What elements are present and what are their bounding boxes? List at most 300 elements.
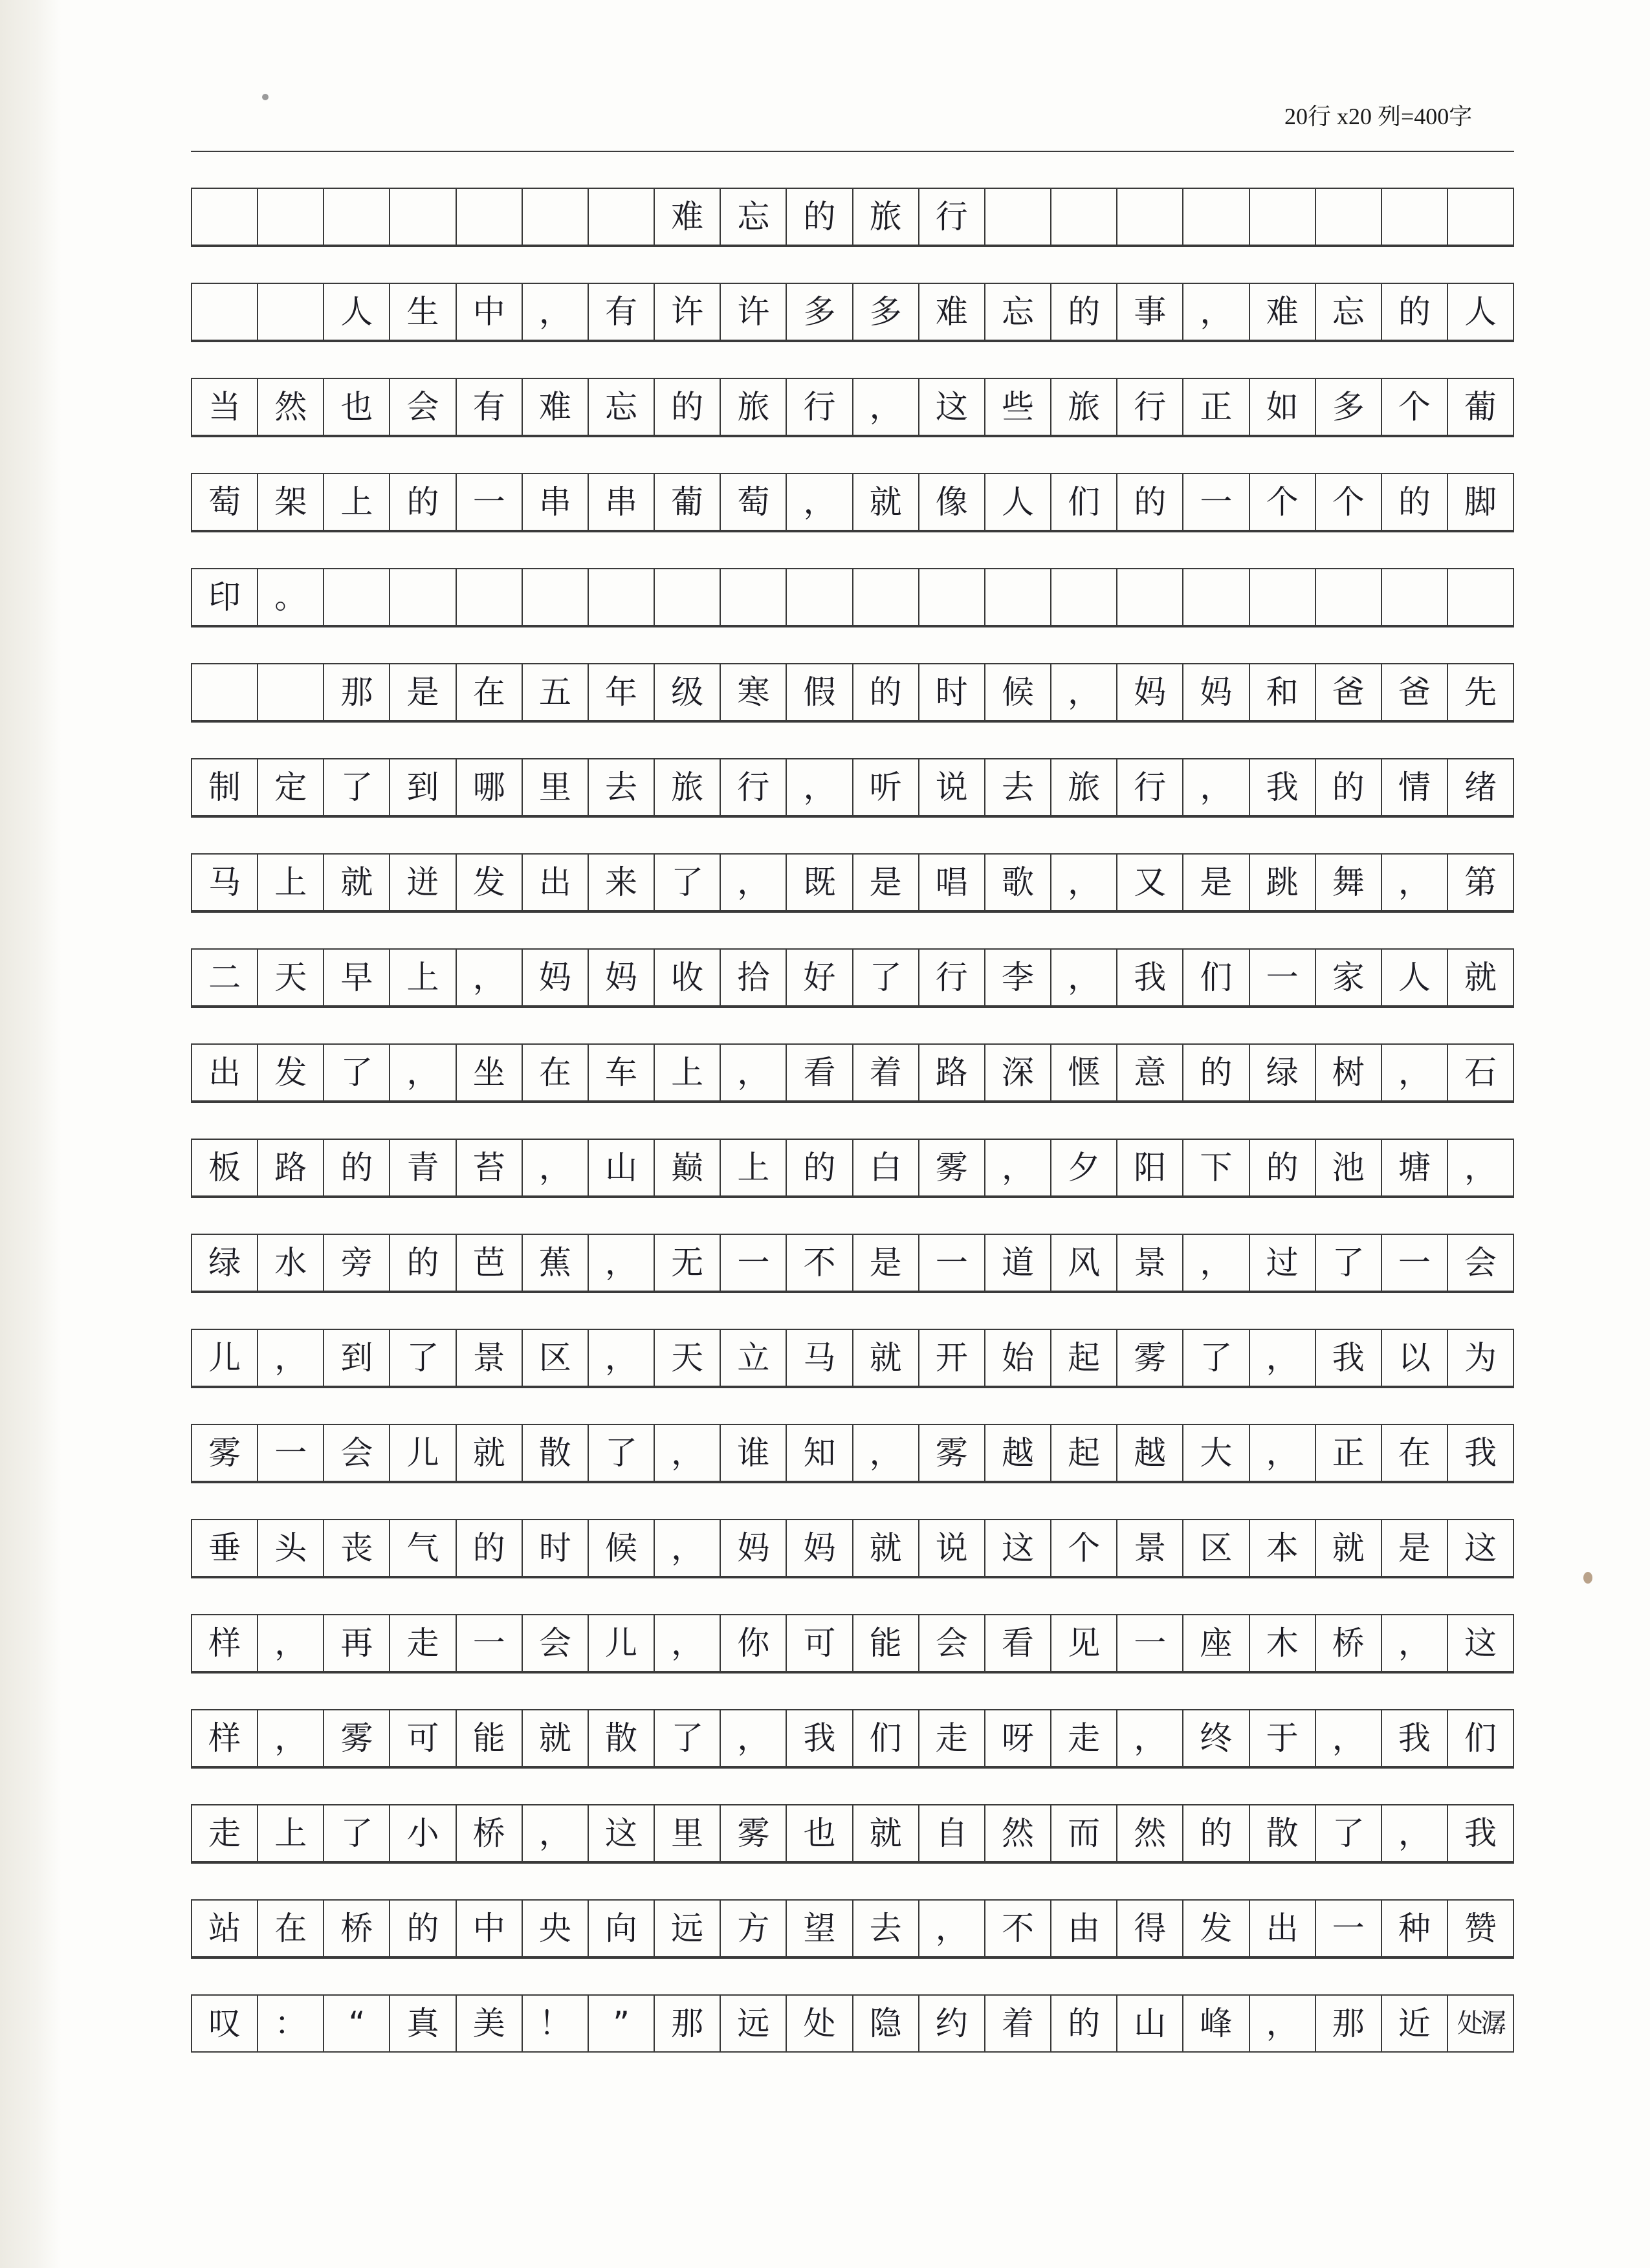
grid-cell [1315, 569, 1381, 625]
grid-cell: 雾 [323, 1710, 389, 1766]
row-spacer [191, 151, 1514, 189]
scanner-edge-shadow [0, 0, 61, 2268]
grid-cell: ， [654, 1615, 720, 1671]
grid-cell: 这 [984, 1520, 1050, 1576]
grid-cell: 石 [1447, 1045, 1514, 1100]
grid-cell: 串 [522, 474, 588, 530]
row-spacer [191, 341, 1514, 379]
grid-cell [1447, 1996, 1514, 2051]
grid-cell: 发 [257, 1045, 323, 1100]
grid-cell: 过 [1249, 1235, 1315, 1291]
grid-cell: 歌 [984, 855, 1050, 910]
grid-cell [984, 189, 1050, 245]
grid-cell [522, 189, 588, 245]
grid-cell: 芭 [456, 1235, 522, 1291]
grid-cell: 丧 [323, 1520, 389, 1576]
grid-cell: 听 [852, 759, 918, 815]
grid-cell: 就 [323, 855, 389, 910]
grid-cell: 跳 [1249, 855, 1315, 910]
grid-cell: ， [1182, 759, 1248, 815]
grid-cell: 行 [1116, 379, 1182, 435]
row-spacer [191, 721, 1514, 759]
grid-cell: 远 [654, 1901, 720, 1956]
grid-cell: 个 [1381, 379, 1447, 435]
row-cells [191, 758, 1514, 816]
grid-cell: 那 [1315, 1996, 1381, 2051]
grid-cell: ， [1182, 1235, 1248, 1291]
grid-cell [191, 189, 257, 245]
grid-cell: 一 [456, 474, 522, 530]
scan-speck [262, 94, 269, 100]
grid-cell: 忘 [720, 189, 786, 245]
grid-cell: 阳 [1116, 1140, 1182, 1195]
grid-cell: 忘 [588, 379, 654, 435]
grid-cell: 白 [852, 1140, 918, 1195]
grid-cell: 候 [984, 664, 1050, 720]
grid-cell: 走 [918, 1710, 984, 1766]
grid-cell: “ [323, 1996, 389, 2051]
grid-cell: 难 [522, 379, 588, 435]
grid-cell: 就 [852, 1520, 918, 1576]
grid-cell [1447, 569, 1514, 625]
grid-cell: 上 [720, 1140, 786, 1195]
grid-cell: ， [786, 759, 852, 815]
grid-cell [588, 569, 654, 625]
grid-cell: 五 [522, 664, 588, 720]
grid-cell: 座 [1182, 1615, 1248, 1671]
grid-cell [522, 569, 588, 625]
grid-cell-overflow-char: 潺 [1480, 2009, 1504, 2038]
grid-cell: 妈 [1182, 664, 1248, 720]
grid-cell: 在 [257, 1901, 323, 1956]
grid-cell: 情 [1381, 759, 1447, 815]
grid-cell: 们 [1447, 1710, 1514, 1766]
grid-cell: 散 [522, 1425, 588, 1481]
row-cells [191, 1329, 1514, 1387]
grid-cell: 走 [1050, 1710, 1116, 1766]
grid-cell: 发 [456, 855, 522, 910]
grid-cell: 难 [654, 189, 720, 245]
grid-cell: 多 [1315, 379, 1381, 435]
row-cells [191, 1139, 1514, 1197]
grid-cell: 到 [389, 759, 455, 815]
grid-cell: 我 [786, 1710, 852, 1766]
grid-cell: 风 [1050, 1235, 1116, 1291]
grid-cell: ， [389, 1045, 455, 1100]
grid-cell: 了 [852, 950, 918, 1005]
grid-cell: 雾 [720, 1805, 786, 1861]
grid-cell: 的 [1050, 284, 1116, 340]
grid-row [191, 1197, 1514, 1292]
grid-cell: 们 [1182, 950, 1248, 1005]
grid-cell [1182, 189, 1248, 245]
grid-cell [1182, 569, 1248, 625]
grid-cell: 正 [1315, 1425, 1381, 1481]
grid-cell: 了 [1182, 1330, 1248, 1386]
grid-cell: 山 [588, 1140, 654, 1195]
grid-cell: 然 [257, 379, 323, 435]
grid-cell: 就 [1447, 950, 1514, 1005]
grid-cell: 惬 [1050, 1045, 1116, 1100]
row-cells [191, 663, 1514, 721]
grid-cell: 寒 [720, 664, 786, 720]
composition-grid [191, 151, 1514, 2108]
grid-cell: 越 [984, 1425, 1050, 1481]
grid-cell: 有 [456, 379, 522, 435]
grid-cell: 树 [1315, 1045, 1381, 1100]
row-cells [191, 378, 1514, 436]
grid-cell: 时 [918, 664, 984, 720]
grid-cell: 了 [588, 1425, 654, 1481]
grid-cell: ， [720, 1710, 786, 1766]
grid-cell: ， [1182, 284, 1248, 340]
grid-cell: ， [1249, 1330, 1315, 1386]
grid-cell: 我 [1249, 759, 1315, 815]
grid-cell: 人 [984, 474, 1050, 530]
grid-cell [1447, 189, 1514, 245]
grid-cell: 妈 [1116, 664, 1182, 720]
grid-cell: 的 [389, 1901, 455, 1956]
row-spacer [191, 1862, 1514, 1901]
grid-cell: 区 [522, 1330, 588, 1386]
grid-cell: 于 [1249, 1710, 1315, 1766]
grid-cell: 见 [1050, 1615, 1116, 1671]
grid-cell [1116, 569, 1182, 625]
grid-cell: 忘 [1315, 284, 1381, 340]
grid-cell: 一 [257, 1425, 323, 1481]
row-spacer [191, 1292, 1514, 1330]
grid-cell: ， [1249, 1996, 1315, 2051]
grid-cell: 级 [654, 664, 720, 720]
grid-cell: 雾 [918, 1425, 984, 1481]
grid-cell: 是 [1381, 1520, 1447, 1576]
grid-cell: 走 [191, 1805, 257, 1861]
grid-cell: 雾 [918, 1140, 984, 1195]
grid-cell [984, 569, 1050, 625]
grid-cell: 去 [852, 1901, 918, 1956]
grid-cell: 也 [323, 379, 389, 435]
grid-cell: 这 [1447, 1520, 1514, 1576]
grid-cell: ， [654, 1425, 720, 1481]
grid-cell: 青 [389, 1140, 455, 1195]
grid-cell: 这 [1447, 1615, 1514, 1671]
row-cells [191, 568, 1514, 626]
grid-cell: 收 [654, 950, 720, 1005]
grid-cell: 能 [456, 1710, 522, 1766]
grid-cell: 桥 [1315, 1615, 1381, 1671]
grid-row [191, 721, 1514, 816]
grid-cell: 坐 [456, 1045, 522, 1100]
grid-cell [1249, 189, 1315, 245]
grid-cell: 会 [1447, 1235, 1514, 1291]
grid-cell: 样 [191, 1615, 257, 1671]
grid-cell: 第 [1447, 855, 1514, 910]
grid-row [191, 626, 1514, 721]
grid-cell: 由 [1050, 1901, 1116, 1956]
grid-cell [323, 189, 389, 245]
grid-cell: 行 [786, 379, 852, 435]
grid-cell: 年 [588, 664, 654, 720]
row-cells [191, 1804, 1514, 1862]
grid-cell: ， [918, 1901, 984, 1956]
grid-cell [389, 189, 455, 245]
grid-cell: 忘 [984, 284, 1050, 340]
grid-cell: 会 [918, 1615, 984, 1671]
grid-cell: ， [1050, 855, 1116, 910]
grid-cell: 了 [654, 1710, 720, 1766]
row-cells [191, 1519, 1514, 1577]
grid-cell: 了 [323, 759, 389, 815]
grid-cell: 时 [522, 1520, 588, 1576]
grid-cell: 是 [852, 1235, 918, 1291]
grid-cell: 如 [1249, 379, 1315, 435]
grid-cell: 萄 [191, 474, 257, 530]
grid-cell: 中 [456, 1901, 522, 1956]
grid-cell: 散 [588, 1710, 654, 1766]
grid-cell: 定 [257, 759, 323, 815]
grid-cell: ， [1050, 664, 1116, 720]
grid-row [191, 1672, 1514, 1767]
grid-cell: 站 [191, 1901, 257, 1956]
grid-cell: ， [1249, 1425, 1315, 1481]
grid-cell [588, 189, 654, 245]
grid-cell: ， [522, 284, 588, 340]
grid-cell: 着 [984, 1996, 1050, 2051]
grid-cell: 的 [389, 474, 455, 530]
grid-cell: 爸 [1315, 664, 1381, 720]
grid-cell: 马 [786, 1330, 852, 1386]
grid-cell: 着 [852, 1045, 918, 1100]
grid-cell: 赞 [1447, 1901, 1514, 1956]
grid-cell: 雾 [191, 1425, 257, 1481]
grid-cell: 可 [786, 1615, 852, 1671]
grid-cell: 深 [984, 1045, 1050, 1100]
grid-cell: 去 [588, 759, 654, 815]
grid-cell: 我 [1381, 1710, 1447, 1766]
row-spacer [191, 436, 1514, 474]
grid-cell: 妈 [720, 1520, 786, 1576]
grid-cell: 巅 [654, 1140, 720, 1195]
grid-cell: 的 [786, 1140, 852, 1195]
grid-cell: 多 [852, 284, 918, 340]
grid-cell: 方 [720, 1901, 786, 1956]
grid-cell [1381, 569, 1447, 625]
grid-cell [191, 284, 257, 340]
grid-cell: 景 [456, 1330, 522, 1386]
grid-cell: 拾 [720, 950, 786, 1005]
row-spacer [191, 911, 1514, 950]
grid-cell: 假 [786, 664, 852, 720]
grid-cell: 绿 [1249, 1045, 1315, 1100]
grid-cell: 会 [389, 379, 455, 435]
grid-cell: 走 [389, 1615, 455, 1671]
grid-cell [1116, 189, 1182, 245]
grid-cell: 和 [1249, 664, 1315, 720]
grid-cell: 行 [918, 950, 984, 1005]
grid-cell [257, 189, 323, 245]
grid-cell [323, 569, 389, 625]
grid-cell: ， [786, 474, 852, 530]
grid-cell [191, 664, 257, 720]
grid-cell: 始 [984, 1330, 1050, 1386]
grid-cell: 桥 [323, 1901, 389, 1956]
grid-cell: 板 [191, 1140, 257, 1195]
row-spacer [191, 1387, 1514, 1425]
grid-cell: 这 [588, 1805, 654, 1861]
grid-cell: 候 [588, 1520, 654, 1576]
grid-cell: 再 [323, 1615, 389, 1671]
row-spacer [191, 1102, 1514, 1140]
grid-row [191, 1862, 1514, 1957]
grid-cell [456, 189, 522, 245]
grid-cell: ， [588, 1330, 654, 1386]
grid-cell: 上 [654, 1045, 720, 1100]
grid-row [191, 246, 1514, 341]
grid-cell: ， [852, 379, 918, 435]
grid-cell: 的 [1182, 1045, 1248, 1100]
grid-cell: ， [720, 855, 786, 910]
grid-cell: 一 [918, 1235, 984, 1291]
grid-cell: 苔 [456, 1140, 522, 1195]
grid-cell-char: 处 [1457, 2009, 1481, 2038]
grid-cell: 妈 [522, 950, 588, 1005]
grid-cell [389, 569, 455, 625]
grid-cell: 上 [389, 950, 455, 1005]
grid-cell: 来 [588, 855, 654, 910]
grid-cell: ， [720, 1045, 786, 1100]
grid-cell: 里 [654, 1805, 720, 1861]
grid-cell: 儿 [191, 1330, 257, 1386]
grid-cell: ， [984, 1140, 1050, 1195]
grid-cell: 哪 [456, 759, 522, 815]
grid-cell: 真 [389, 1996, 455, 2051]
grid-cell: 像 [918, 474, 984, 530]
grid-row [191, 1102, 1514, 1197]
grid-cell: 远 [720, 1996, 786, 2051]
grid-cell: 大 [1182, 1425, 1248, 1481]
grid-cell: 就 [852, 1330, 918, 1386]
grid-cell: 雾 [1116, 1330, 1182, 1386]
grid-row [191, 911, 1514, 1007]
grid-cell: 道 [984, 1235, 1050, 1291]
grid-cell: 生 [389, 284, 455, 340]
grid-cell: 为 [1447, 1330, 1514, 1386]
grid-cell: 是 [852, 855, 918, 910]
row-cells [191, 1899, 1514, 1957]
grid-cell: 意 [1116, 1045, 1182, 1100]
row-spacer [191, 531, 1514, 569]
grid-cell: 脚 [1447, 474, 1514, 530]
grid-cell: 一 [1249, 950, 1315, 1005]
grid-cell: 儿 [389, 1425, 455, 1481]
row-cells [191, 1994, 1514, 2053]
grid-cell: 唱 [918, 855, 984, 910]
grid-cell: 中 [456, 284, 522, 340]
grid-cell: 架 [257, 474, 323, 530]
grid-cell: 得 [1116, 1901, 1182, 1956]
grid-cell: 我 [1315, 1330, 1381, 1386]
grid-cell: 们 [852, 1710, 918, 1766]
grid-cell: ， [1315, 1710, 1381, 1766]
grid-cell: ！ [522, 1996, 588, 2051]
grid-cell: 约 [918, 1996, 984, 2051]
grid-cell: 然 [1116, 1805, 1182, 1861]
grid-cell: 无 [654, 1235, 720, 1291]
grid-cell: ， [588, 1235, 654, 1291]
grid-cell: 了 [323, 1805, 389, 1861]
grid-cell: 个 [1249, 474, 1315, 530]
grid-row [191, 1577, 1514, 1672]
grid-cell: 旅 [852, 189, 918, 245]
grid-cell: 先 [1447, 664, 1514, 720]
grid-cell: 迸 [389, 855, 455, 910]
grid-cell: ， [1050, 950, 1116, 1005]
grid-cell: 旅 [1050, 379, 1116, 435]
grid-cell: 萄 [720, 474, 786, 530]
row-spacer [191, 1957, 1514, 1996]
row-cells [191, 1709, 1514, 1767]
grid-cell: 个 [1050, 1520, 1116, 1576]
grid-cell: 样 [191, 1710, 257, 1766]
grid-cell: 那 [323, 664, 389, 720]
grid-cell: 在 [1381, 1425, 1447, 1481]
grid-cell: ， [1381, 855, 1447, 910]
grid-cell: 旁 [323, 1235, 389, 1291]
grid-cell: ， [257, 1615, 323, 1671]
grid-row [191, 151, 1514, 246]
grid-cell: ， [654, 1520, 720, 1576]
grid-cell: 许 [654, 284, 720, 340]
grid-cell: 桥 [456, 1805, 522, 1861]
grid-cell: 儿 [588, 1615, 654, 1671]
grid-cell: 了 [1315, 1805, 1381, 1861]
grid-cell: ， [257, 1710, 323, 1766]
grid-cell: 路 [918, 1045, 984, 1100]
grid-cell: 绿 [191, 1235, 257, 1291]
grid-cell: 马 [191, 855, 257, 910]
grid-cell: 当 [191, 379, 257, 435]
grid-cell: 处 [786, 1996, 852, 2051]
grid-cell: 既 [786, 855, 852, 910]
grid-cell: 的 [852, 664, 918, 720]
grid-cell: 到 [323, 1330, 389, 1386]
grid-cell: 景 [1116, 1235, 1182, 1291]
grid-cell: 是 [389, 664, 455, 720]
grid-cell: 上 [257, 855, 323, 910]
grid-cell: 事 [1116, 284, 1182, 340]
grid-cell: 起 [1050, 1425, 1116, 1481]
grid-cell: 李 [984, 950, 1050, 1005]
grid-cell: 的 [456, 1520, 522, 1576]
grid-cell: 你 [720, 1615, 786, 1671]
grid-cell: 塘 [1381, 1140, 1447, 1195]
grid-cell: 的 [1182, 1805, 1248, 1861]
grid-cell: ， [456, 950, 522, 1005]
grid-cell: 难 [918, 284, 984, 340]
row-spacer [191, 246, 1514, 284]
grid-cell: 早 [323, 950, 389, 1005]
grid-cell: 的 [323, 1140, 389, 1195]
grid-cell: 行 [918, 189, 984, 245]
grid-cell: 去 [984, 759, 1050, 815]
grid-cell: 的 [1381, 474, 1447, 530]
grid-cell: 自 [918, 1805, 984, 1861]
row-cells [191, 283, 1514, 341]
row-spacer [191, 1672, 1514, 1710]
grid-cell: 就 [456, 1425, 522, 1481]
grid-row [191, 1292, 1514, 1387]
grid-cell [852, 569, 918, 625]
